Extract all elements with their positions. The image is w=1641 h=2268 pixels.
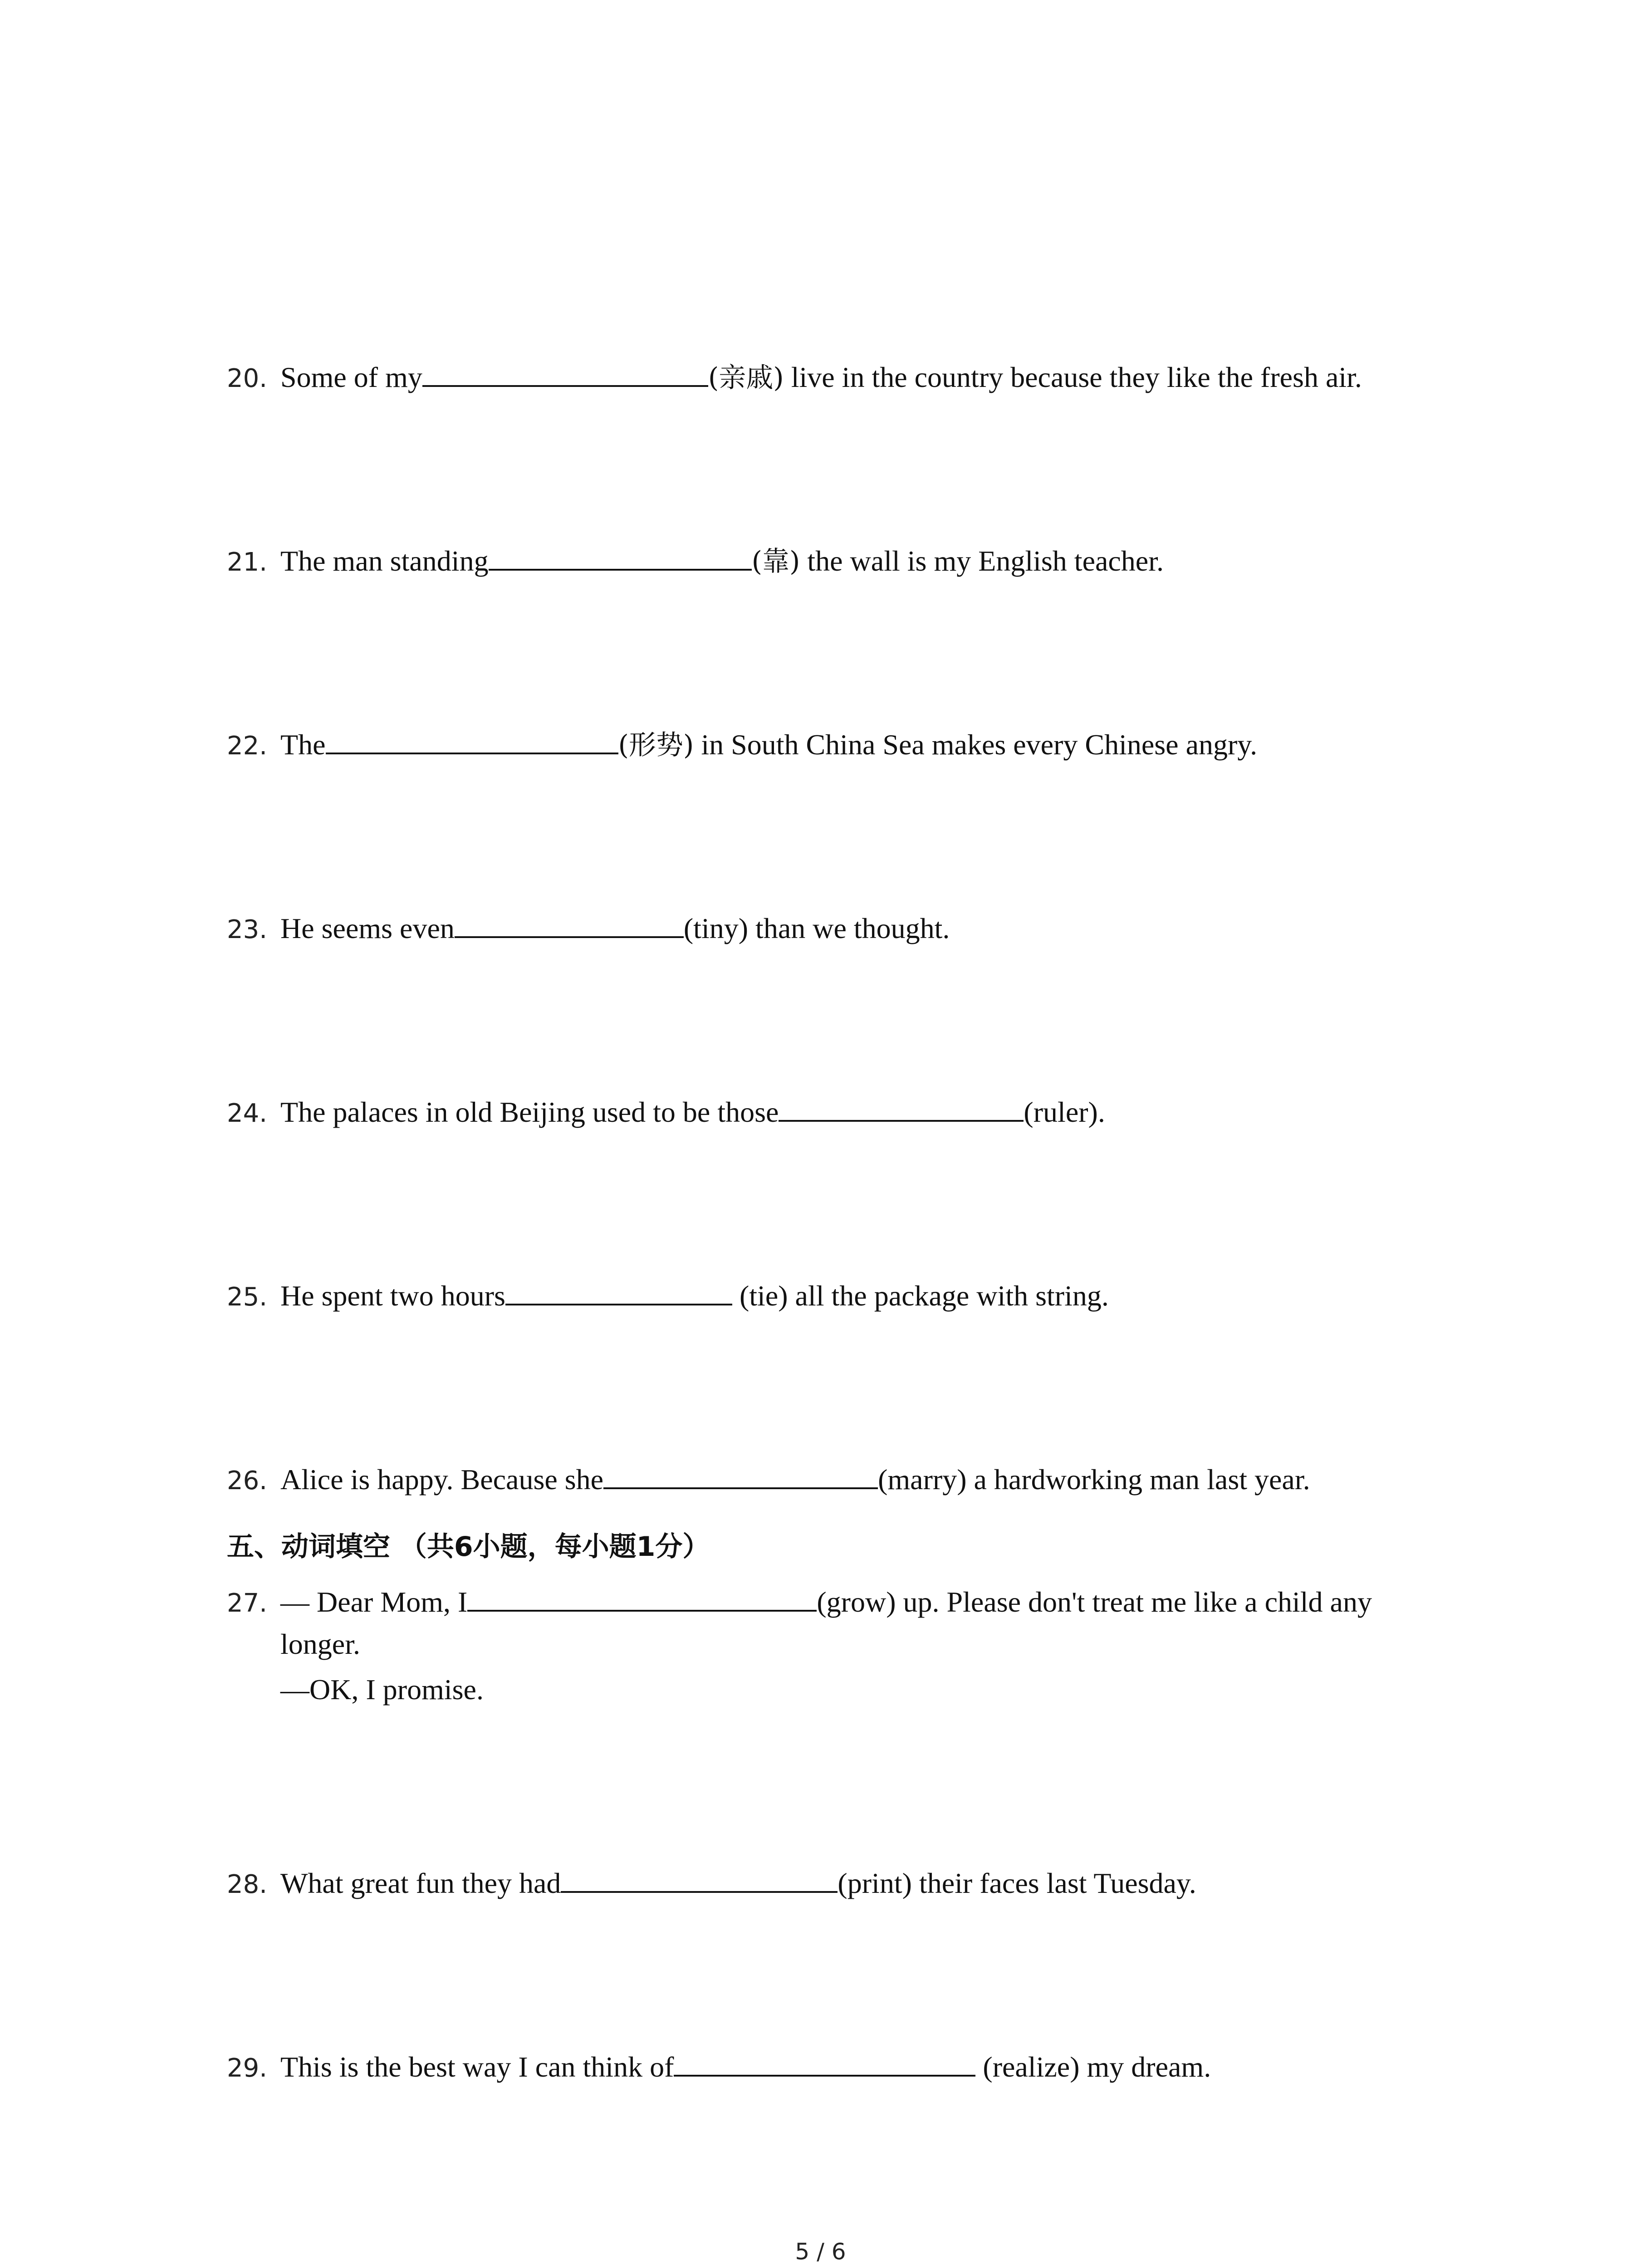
question-27-reply: —OK, I promise. — [280, 1673, 484, 1706]
question-20 — [227, 352, 1425, 401]
answer-blank[interactable] — [505, 1270, 732, 1305]
question-text: — Dear Mom, I — [280, 1586, 468, 1618]
answer-blank[interactable] — [561, 1857, 838, 1893]
question-26 — [227, 1454, 1425, 1504]
hint-text: (tiny) — [683, 912, 749, 944]
question-text: all the package with string. — [788, 1280, 1109, 1312]
hint-text: (grow) — [817, 1586, 896, 1618]
question-text: in South China Sea makes every Chinese angry. — [694, 728, 1258, 761]
answer-blank[interactable] — [467, 1576, 817, 1612]
question-text: The man standing — [280, 545, 489, 577]
question-number: 21. — [227, 547, 268, 577]
answer-blank[interactable] — [674, 2041, 975, 2077]
page-number: 5 / 6 — [795, 2239, 846, 2265]
question-text: The — [280, 728, 326, 761]
question-number: 27. — [227, 1589, 268, 1618]
question-text: than we thought. — [748, 912, 950, 944]
question-number: 22. — [227, 731, 268, 761]
hint-text: (realize) — [975, 2051, 1080, 2083]
hint-text: (tie) — [732, 1280, 788, 1312]
question-number: 23. — [227, 915, 268, 944]
question-number: 20. — [227, 364, 268, 393]
answer-blank[interactable] — [455, 903, 684, 938]
question-number: 28. — [227, 1870, 268, 1899]
answer-blank[interactable] — [422, 352, 708, 387]
question-number: 24. — [227, 1099, 268, 1128]
question-22 — [227, 719, 1425, 769]
hint-text: (marry) — [878, 1463, 967, 1496]
question-text: This is the best way I can think of — [280, 2051, 674, 2083]
question-21 — [227, 535, 1425, 585]
hint-text: (靠) — [751, 546, 800, 577]
question-text: The palaces in old Beijing used to be those — [280, 1096, 779, 1128]
answer-blank[interactable] — [326, 719, 618, 754]
question-text: live in the country because they like the fresh air. — [784, 361, 1362, 393]
question-text: He seems even — [280, 912, 455, 944]
question-text: He spent two hours — [280, 1280, 505, 1312]
hint-text: (ruler). — [1024, 1096, 1105, 1128]
question-text: up. Please don't treat me like a child any — [896, 1586, 1372, 1618]
hint-text: (亲戚) — [708, 362, 784, 394]
question-text: a hardworking man last year. — [966, 1463, 1310, 1496]
question-25 — [227, 1270, 1425, 1320]
question-text: What great fun they had — [280, 1867, 561, 1899]
answer-blank[interactable] — [779, 1086, 1024, 1122]
answer-blank[interactable] — [489, 535, 752, 571]
question-number: 25. — [227, 1282, 268, 1312]
answer-blank[interactable] — [603, 1454, 878, 1489]
section-heading: 五、动词填空 （共6小题，每小题1分） — [227, 1531, 710, 1563]
question-27-continuation: longer. — [280, 1628, 360, 1660]
question-text: my dream. — [1079, 2051, 1211, 2083]
hint-text: (形势) — [618, 729, 694, 761]
question-text: Some of my — [280, 361, 422, 393]
question-number: 26. — [227, 1466, 268, 1496]
question-23 — [227, 903, 1425, 953]
question-number: 29. — [227, 2053, 268, 2083]
question-text: the wall is my English teacher. — [800, 545, 1164, 577]
question-28 — [227, 1857, 1425, 1907]
question-text: their faces last Tuesday. — [911, 1867, 1196, 1899]
question-24 — [227, 1086, 1425, 1136]
question-29 — [227, 2041, 1425, 2091]
hint-text: (print) — [838, 1867, 912, 1899]
question-text: Alice is happy. Because she — [280, 1463, 604, 1496]
question-27 — [227, 1576, 1425, 1626]
